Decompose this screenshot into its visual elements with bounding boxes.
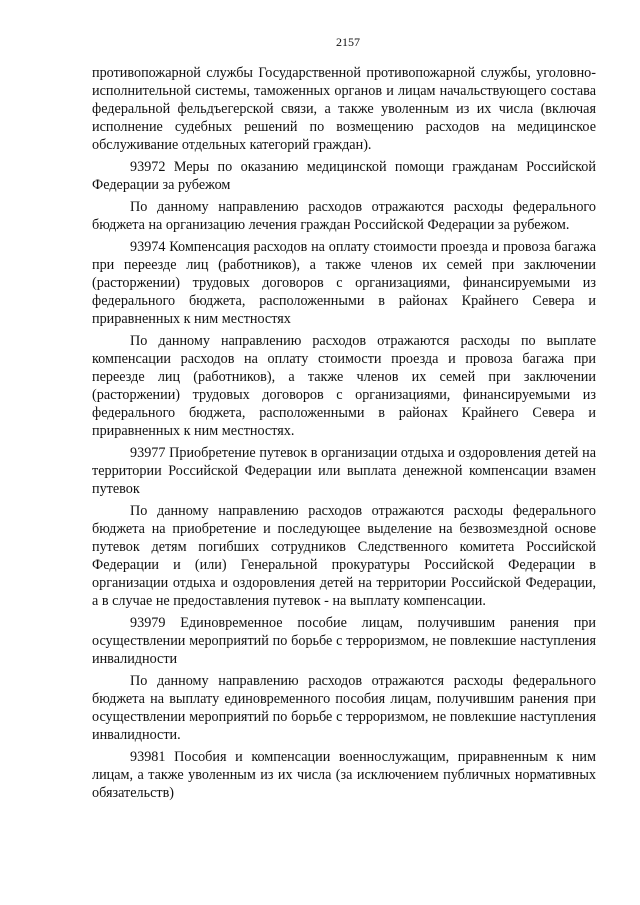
section-heading-93974: 93974 Компенсация расходов на оплату стоимости проезда и провоза багажа при переезде лиц (работников), а также членов их семей при заключении (расторжении) трудовых договоров с организациями, финансируемыми из федерального бюджета, расположенными в районах Крайнего Севера и приравненных к ним местностях	[92, 239, 596, 327]
paragraph-93974-description: По данному направлению расходов отражаются расходы по выплате компенсации расходов на оплату стоимости проезда и провоза багажа при переезде лиц (работников), а также членов их семей при заключении (расторжении) трудовых договоров с организациями, финансируемыми из федерального бюджета, расположенными в районах Крайнего Севера и приравненных к ним местностях.	[92, 333, 596, 439]
paragraph-93979-description: По данному направлению расходов отражаются расходы федерального бюджета на выплату единовременного пособия лицам, получившим ранения при осуществлении мероприятий по борьбе с терроризмом, не повлекшие наступления инвалидности.	[92, 673, 596, 743]
section-heading-93972: 93972 Меры по оказанию медицинской помощи гражданам Российской Федерации за рубежом	[92, 159, 596, 193]
page-number: 2157	[336, 35, 360, 49]
section-heading-93981: 93981 Пособия и компенсации военнослужащим, приравненным к ним лицам, а также уволенным из их числа (за исключением публичных нормативных обязательств)	[92, 749, 596, 801]
paragraph-93972-description: По данному направлению расходов отражаются расходы федерального бюджета на организацию лечения граждан Российской Федерации за рубежом.	[92, 199, 596, 233]
paragraph-93977-description: По данному направлению расходов отражаются расходы федерального бюджета на приобретение и последующее выделение на безвозмездной основе путевок детям погибших сотрудников Следственного комитета Российской Федерации и (или) Генеральной прокуратуры Российской Федерации в организации отдыха и оздоровления детей на территории Российской Федерации, а в случае не предоставления путевок - на выплату компенсации.	[92, 503, 596, 609]
section-heading-93977: 93977 Приобретение путевок в организации отдыха и оздоровления детей на территории Российской Федерации или выплата денежной компенсации взамен путевок	[92, 445, 596, 497]
section-heading-93979: 93979 Единовременное пособие лицам, получившим ранения при осуществлении мероприятий по борьбе с терроризмом, не повлекшие наступления инвалидности	[92, 615, 596, 667]
paragraph-continuation: противопожарной службы Государственной противопожарной службы, уголовно-исполнительной системы, таможенных органов и лицам начальствующего состава федеральной фельдъегерской связи, а также уволенным из их числа (включая исполнение судебных решений по возмещению расходов на медицинское обслуживание отдельных категорий граждан).	[92, 65, 596, 153]
